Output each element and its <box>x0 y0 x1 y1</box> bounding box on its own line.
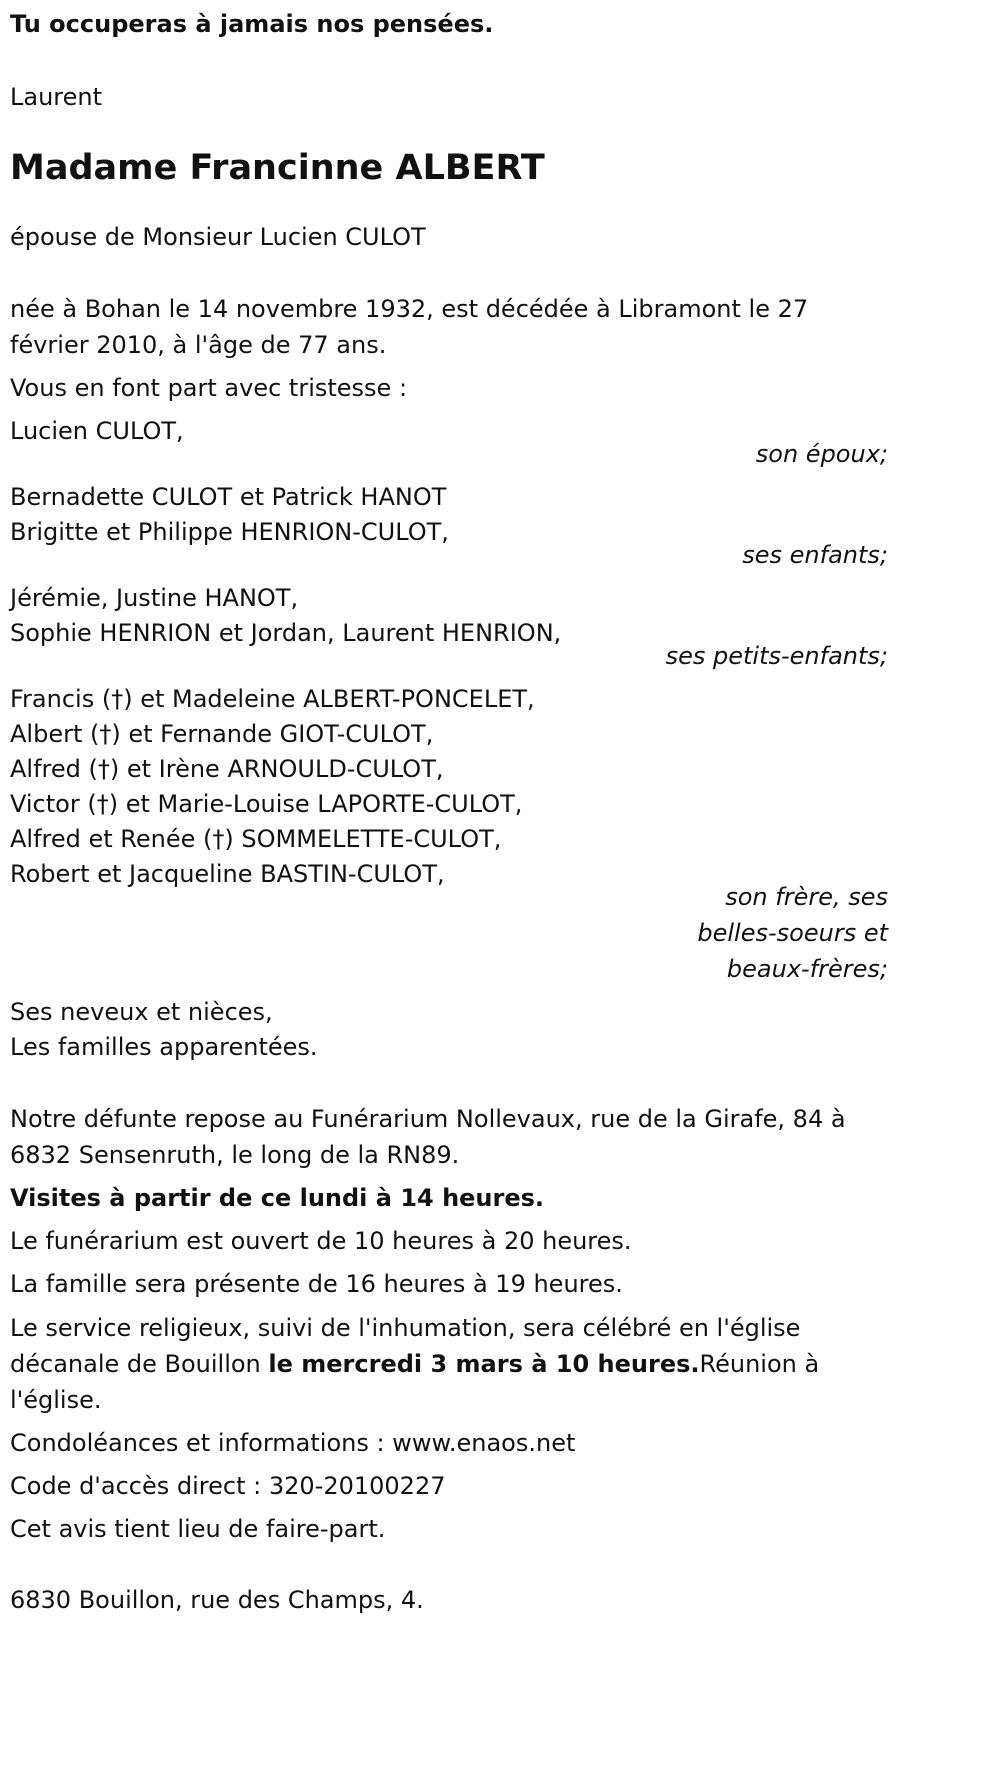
notice-text: Cet avis tient lieu de faire-part. <box>10 1515 386 1543</box>
family-group <box>10 682 888 987</box>
other-relatives: Les familles apparentées. <box>10 1033 318 1061</box>
other-relatives: Ses neveux et nièces, <box>10 998 273 1026</box>
family-name: Francis (†) et Madeleine ALBERT-PONCELET, <box>10 685 535 713</box>
family-name: Robert et Jacqueline BASTIN-CULOT, <box>10 860 445 888</box>
family-name: Victor (†) et Marie-Louise LAPORTE-CULOT, <box>10 790 523 818</box>
family-relation: ses enfants; <box>742 541 888 569</box>
family-presence: La famille sera présente de 16 heures à 19 heures. <box>10 1270 623 1298</box>
family-name: Bernadette CULOT et Patrick HANOT <box>10 483 447 511</box>
family-relation: son époux; <box>755 440 888 468</box>
family-name: Brigitte et Philippe HENRION-CULOT, <box>10 518 449 546</box>
family-name: Jérémie, Justine HANOT, <box>10 584 299 612</box>
family-name: Alfred (†) et Irène ARNOULD-CULOT, <box>10 755 444 783</box>
family-name: Sophie HENRION et Jordan, Laurent HENRION, <box>10 619 562 647</box>
condolences-info: Condoléances et informations : www.enaos.net <box>10 1429 576 1457</box>
family-group <box>10 414 888 472</box>
opening-hours: Le funérarium est ouvert de 10 heures à 20 heures. <box>10 1227 632 1255</box>
spouse-line: épouse de Monsieur Lucien CULOT <box>10 223 426 251</box>
family-relation: beaux-frères; <box>726 955 888 983</box>
service-info <box>10 1310 888 1418</box>
family-group <box>10 480 888 573</box>
deceased-name: Madame Francinne ALBERT <box>10 148 545 188</box>
service-text: Le service religieux, suivi de l'inhumation, sera célébré en l'église décanale de Bouillon <box>10 1314 801 1378</box>
address: 6830 Bouillon, rue des Champs, 4. <box>10 1586 424 1614</box>
family-name: Lucien CULOT, <box>10 417 184 445</box>
family-name: Albert (†) et Fernande GIOT-CULOT, <box>10 720 434 748</box>
quote: Tu occuperas à jamais nos pensées. <box>10 10 494 38</box>
repose-info: Notre défunte repose au Funérarium Nollevaux, rue de la Girafe, 84 à 6832 Sensenruth, le long de la RN89. <box>10 1105 846 1169</box>
family-relation: ses petits-enfants; <box>665 642 888 670</box>
intro: Vous en font part avec tristesse : <box>10 374 408 402</box>
family-name: Alfred et Renée (†) SOMMELETTE-CULOT, <box>10 825 502 853</box>
family-relation: belles-soeurs et <box>697 919 888 947</box>
service-meeting: Réunion à l'église. <box>10 1350 820 1414</box>
service-date: le mercredi 3 mars à 10 heures. <box>268 1350 700 1378</box>
signature: Laurent <box>10 83 103 111</box>
family-relation: son frère, ses <box>725 883 888 911</box>
visits-info: Visites à partir de ce lundi à 14 heures. <box>10 1184 545 1212</box>
birth-death: née à Bohan le 14 novembre 1932, est décédée à Libramont le 27 février 2010, à l'âge de 77 ans. <box>10 295 809 359</box>
family-group <box>10 581 888 674</box>
access-code: Code d'accès direct : 320-20100227 <box>10 1472 446 1500</box>
